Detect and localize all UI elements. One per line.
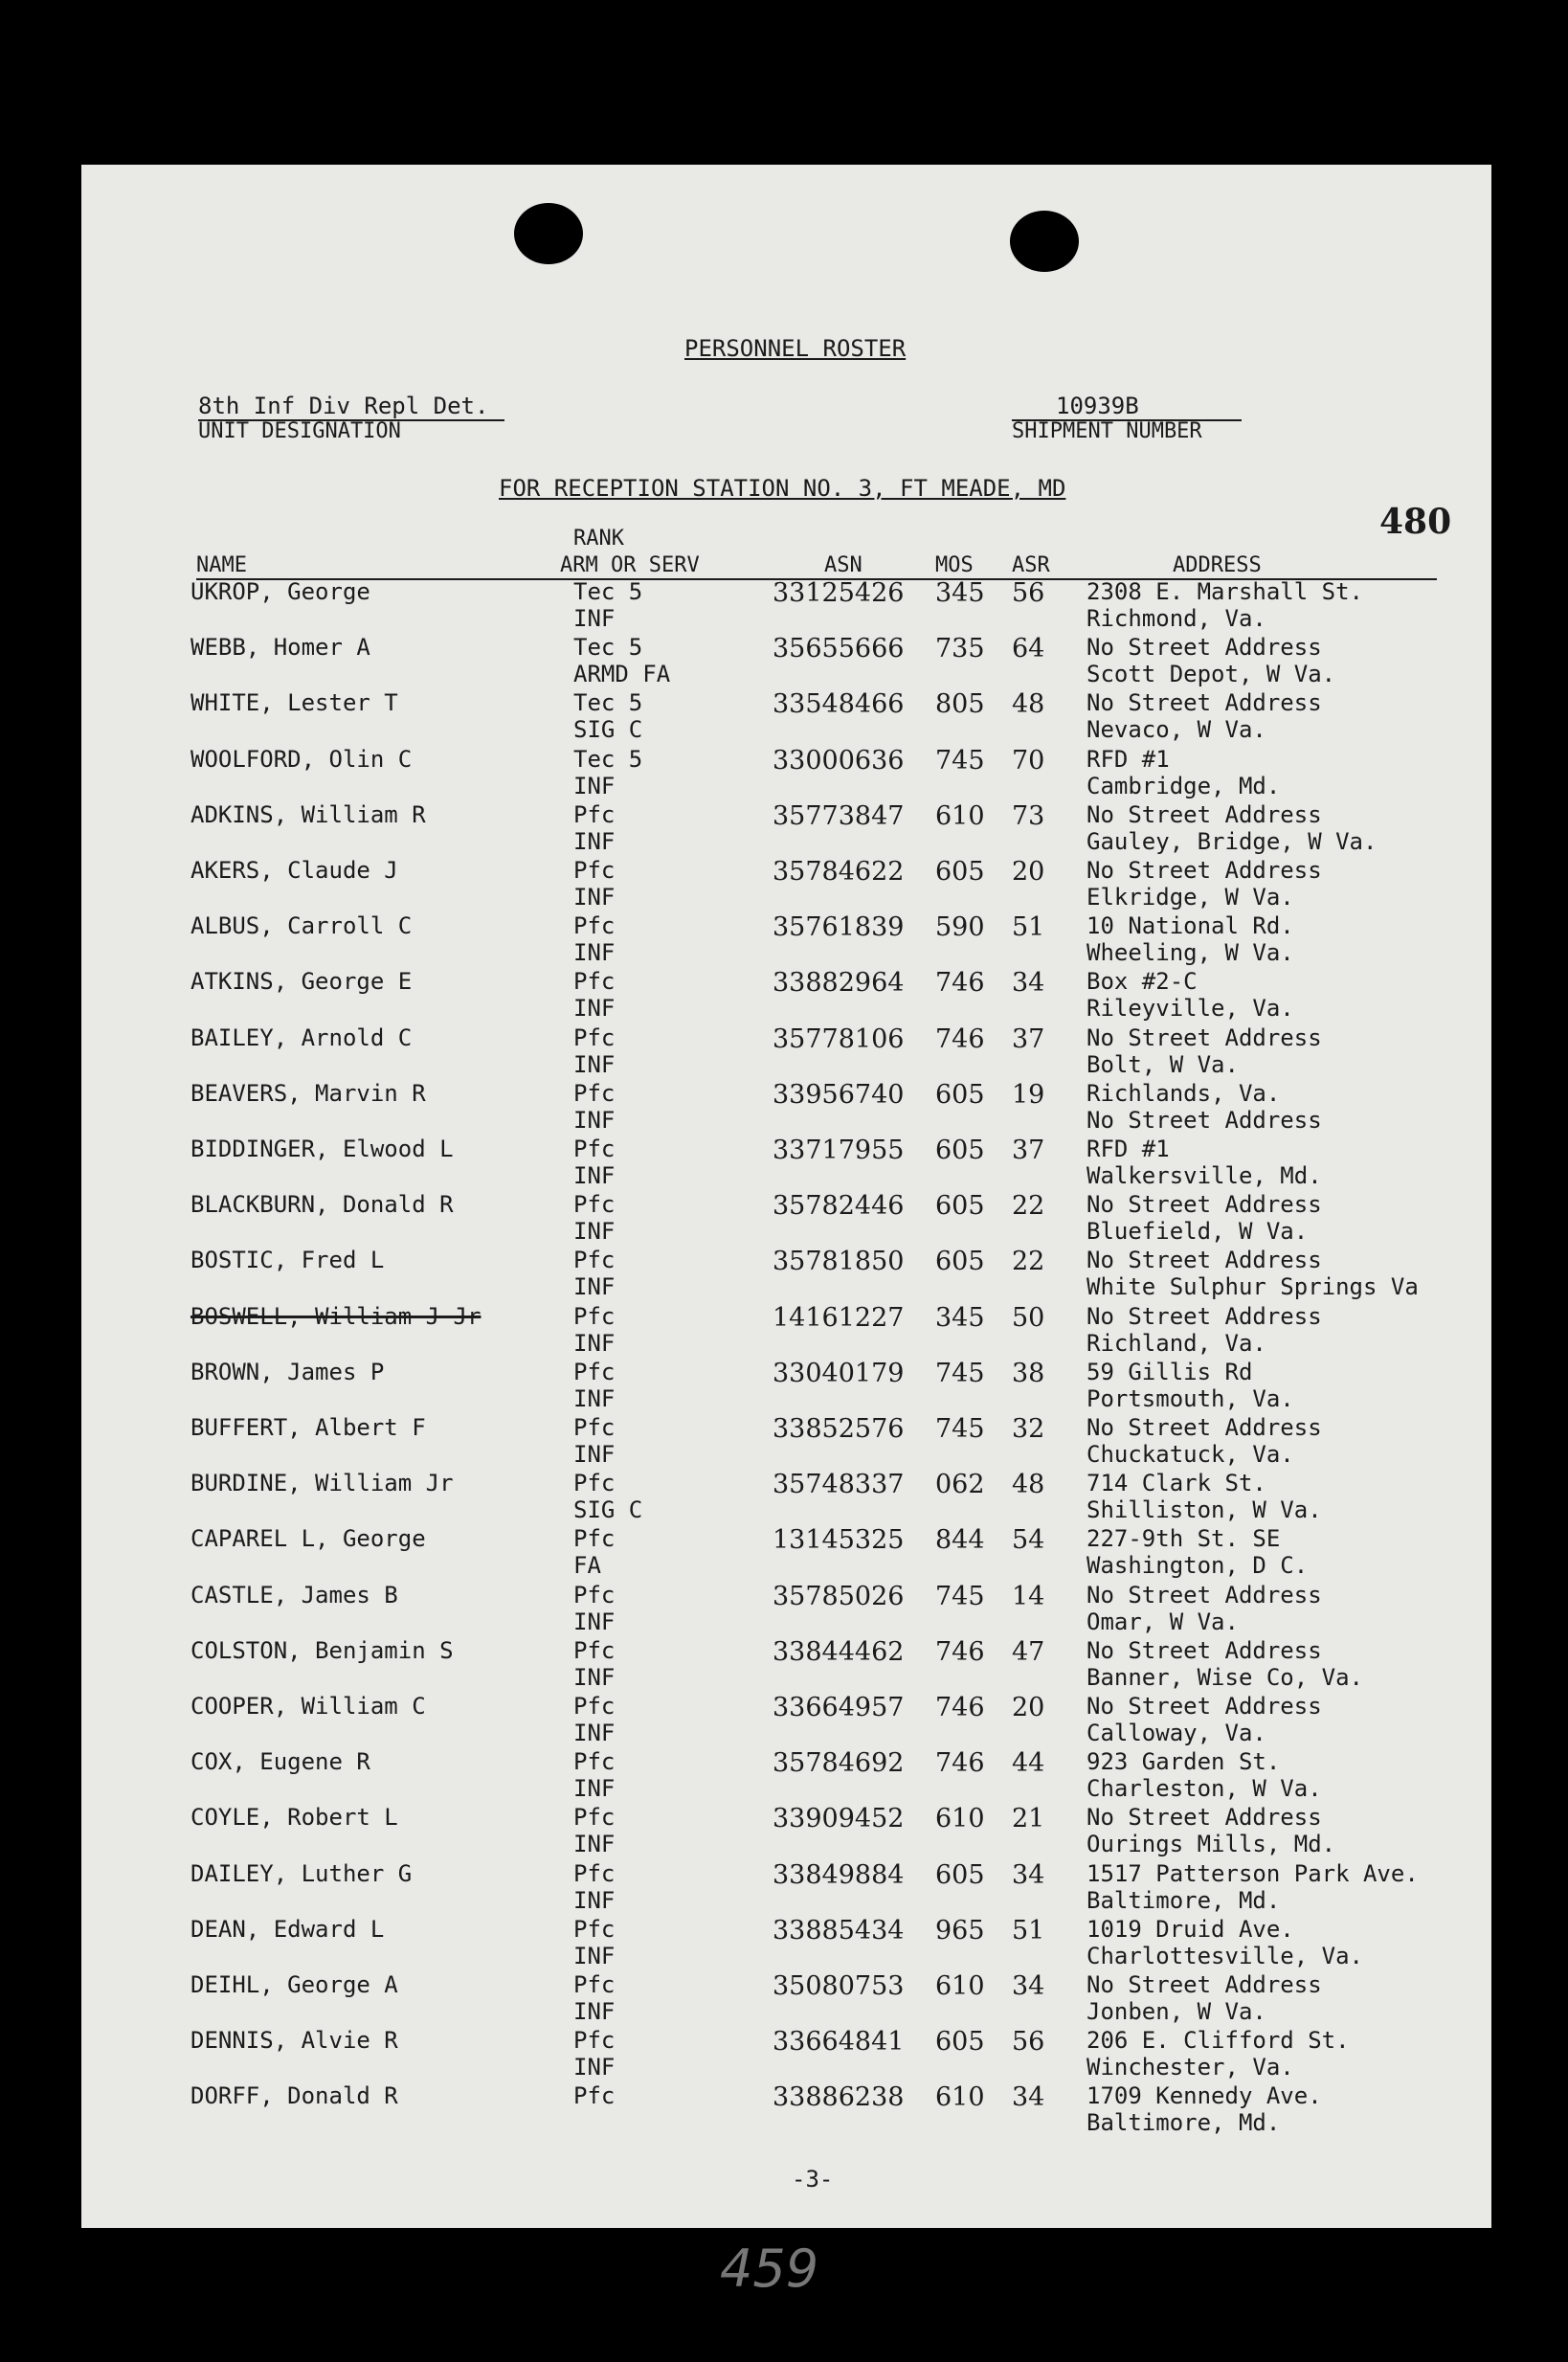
table-row <box>81 1247 1491 1302</box>
asn-cell: 33852576 <box>773 1414 905 1444</box>
rank-cell: Pfc <box>573 1079 616 1107</box>
arm-cell: INF <box>573 1942 616 1969</box>
asn-cell: 35655666 <box>773 634 905 664</box>
mos-cell: 590 <box>935 912 985 943</box>
asn-cell: 35080753 <box>773 1971 905 2001</box>
arm-cell: ARMD FA <box>573 661 671 688</box>
table-row <box>81 1637 1491 1693</box>
name-cell: WHITE, Lester T <box>190 689 398 717</box>
asr-cell: 38 <box>1012 1358 1045 1388</box>
table-row <box>81 857 1491 912</box>
arm-cell: INF <box>573 1441 616 1468</box>
address-line1-cell: No Street Address <box>1086 689 1322 717</box>
handwritten-archive-number: 459 <box>720 2238 819 2299</box>
mos-cell: 745 <box>935 745 985 776</box>
name-cell: BAILEY, Arnold C <box>190 1024 413 1051</box>
address-line1-cell: 2308 E. Marshall St. <box>1086 578 1363 605</box>
address-line1-cell: 206 E. Clifford St. <box>1086 2027 1350 2055</box>
address-line1-cell: No Street Address <box>1086 800 1322 828</box>
name-cell: BLACKBURN, Donald R <box>190 1191 454 1219</box>
arm-cell: FA <box>573 1552 601 1580</box>
document-title: PERSONNEL ROSTER <box>684 335 907 362</box>
name-cell: WEBB, Homer A <box>190 634 370 662</box>
table-row <box>81 634 1491 689</box>
address-line2-cell: Nevaco, W Va. <box>1086 716 1266 744</box>
name-cell: AKERS, Claude J <box>190 857 398 884</box>
name-cell: ATKINS, George E <box>190 968 413 996</box>
address-line1-cell: No Street Address <box>1086 1971 1322 1998</box>
punch-hole-right <box>1010 211 1079 272</box>
asn-cell: 33885434 <box>773 1915 905 1946</box>
rank-cell: Pfc <box>573 912 616 940</box>
table-row <box>81 578 1491 634</box>
table-row <box>81 801 1491 857</box>
mos-cell: 610 <box>935 1971 985 2001</box>
table-row <box>81 746 1491 801</box>
rank-cell: Pfc <box>573 1414 616 1441</box>
mos-cell: 605 <box>935 857 985 887</box>
mos-cell: 745 <box>935 1414 985 1444</box>
mos-cell: 345 <box>935 578 985 608</box>
table-row <box>81 1916 1491 1971</box>
shipment-number: 10939B <box>1056 393 1139 419</box>
asr-cell: 56 <box>1012 578 1045 608</box>
arm-cell: INF <box>573 884 616 911</box>
mos-cell: 605 <box>935 1079 985 1110</box>
asr-cell: 70 <box>1012 745 1045 776</box>
asn-cell: 33717955 <box>773 1136 905 1165</box>
asn-cell: 35778106 <box>773 1024 905 1054</box>
mos-cell: 610 <box>935 800 985 831</box>
asr-cell: 47 <box>1012 1636 1045 1667</box>
name-cell: COLSTON, Benjamin S <box>190 1636 454 1664</box>
asn-cell: 35784622 <box>773 857 905 887</box>
address-line1-cell: No Street Address <box>1086 634 1322 662</box>
address-line1-cell: No Street Address <box>1086 1191 1322 1219</box>
table-row <box>81 1191 1491 1247</box>
address-line1-cell: 1019 Druid Ave. <box>1086 1915 1294 1943</box>
address-line1-cell: No Street Address <box>1086 1024 1322 1051</box>
asr-cell: 14 <box>1012 1581 1045 1611</box>
asn-cell: 35773847 <box>773 800 905 831</box>
rank-cell: Pfc <box>573 857 616 884</box>
mos-cell: 605 <box>935 1191 985 1222</box>
address-line1-cell: RFD #1 <box>1086 1136 1170 1162</box>
address-line2-cell: Omar, W Va. <box>1086 1608 1239 1635</box>
rank-cell: Pfc <box>573 2082 616 2110</box>
asn-cell: 35761839 <box>773 912 905 943</box>
column-header-mos: MOS <box>935 553 974 577</box>
reception-station-subtitle: FOR RECEPTION STATION NO. 3, FT MEADE, MD <box>499 475 1066 502</box>
rank-cell: Pfc <box>573 1358 616 1385</box>
arm-cell: INF <box>573 1050 616 1078</box>
rank-cell: Pfc <box>573 1859 616 1887</box>
asn-cell: 33909452 <box>773 1804 905 1834</box>
rank-cell: Tec 5 <box>573 689 643 717</box>
unit-caption: UNIT DESIGNATION <box>198 419 401 443</box>
asn-cell: 33040179 <box>773 1358 905 1388</box>
asr-cell: 34 <box>1012 1859 1045 1890</box>
arm-cell: INF <box>573 1775 616 1803</box>
asr-cell: 48 <box>1012 1470 1045 1500</box>
name-cell: COYLE, Robert L <box>190 1804 398 1832</box>
name-cell: CASTLE, James B <box>190 1581 398 1608</box>
punch-hole-left <box>514 203 583 264</box>
shipment-caption: SHIPMENT NUMBER <box>1012 419 1202 443</box>
mos-cell: 745 <box>935 1358 985 1388</box>
column-header-arm: ARM OR SERV <box>560 553 700 577</box>
asn-cell: 33844462 <box>773 1636 905 1667</box>
name-cell: DENNIS, Alvie R <box>190 2027 398 2055</box>
arm-cell: INF <box>573 1998 616 2025</box>
arm-cell: INF <box>573 1162 616 1189</box>
table-row <box>81 1303 1491 1359</box>
asn-cell: 35748337 <box>773 1470 905 1500</box>
roster-page <box>81 165 1491 2228</box>
arm-cell: INF <box>573 1831 616 1858</box>
table-row <box>81 1359 1491 1414</box>
asn-cell: 33000636 <box>773 745 905 776</box>
table-row <box>81 1136 1491 1191</box>
mos-cell: 605 <box>935 2027 985 2058</box>
table-row <box>81 1582 1491 1637</box>
asn-cell: 14161227 <box>773 1302 905 1333</box>
address-line1-cell: RFD #1 <box>1086 745 1170 773</box>
mos-cell: 746 <box>935 968 985 999</box>
asn-cell: 33956740 <box>773 1079 905 1110</box>
rank-cell: Pfc <box>573 1191 616 1219</box>
mos-cell: 746 <box>935 1693 985 1722</box>
asr-cell: 32 <box>1012 1414 1045 1444</box>
asn-cell: 33664841 <box>773 2027 905 2058</box>
page-number: -3- <box>792 2166 834 2193</box>
address-line2-cell: No Street Address <box>1086 1106 1322 1134</box>
asn-cell: 33548466 <box>773 689 905 720</box>
address-line2-cell: Cambridge, Md. <box>1086 772 1281 799</box>
address-line2-cell: Scott Depot, W Va. <box>1086 661 1336 688</box>
asr-cell: 48 <box>1012 689 1045 720</box>
arm-cell: SIG C <box>573 716 643 744</box>
table-row <box>81 1470 1491 1525</box>
column-header-rank: RANK <box>573 527 624 551</box>
table-row <box>81 1693 1491 1748</box>
address-line1-cell: No Street Address <box>1086 1581 1322 1608</box>
address-line2-cell: Walkersville, Md. <box>1086 1162 1322 1189</box>
mos-cell: 605 <box>935 1136 985 1165</box>
asr-cell: 34 <box>1012 968 1045 999</box>
address-line2-cell: Gauley, Bridge, W Va. <box>1086 827 1378 855</box>
stamp-number: 480 <box>1379 502 1452 542</box>
name-cell: COX, Eugene R <box>190 1748 370 1776</box>
address-line2-cell: Bluefield, W Va. <box>1086 1218 1309 1246</box>
mos-cell: 805 <box>935 689 985 720</box>
rank-cell: Pfc <box>573 1024 616 1051</box>
arm-cell: INF <box>573 605 616 632</box>
address-line2-cell: Charlottesville, Va. <box>1086 1942 1363 1969</box>
arm-cell: INF <box>573 2054 616 2081</box>
mos-cell: 965 <box>935 1915 985 1946</box>
asr-cell: 34 <box>1012 2082 1045 2113</box>
address-line1-cell: No Street Address <box>1086 1414 1322 1441</box>
rank-cell: Pfc <box>573 1470 616 1497</box>
rank-cell: Pfc <box>573 1748 616 1776</box>
address-line1-cell: 10 National Rd. <box>1086 912 1294 940</box>
table-row <box>81 1804 1491 1859</box>
name-cell: WOOLFORD, Olin C <box>190 745 413 773</box>
address-line1-cell: 714 Clark St. <box>1086 1470 1266 1497</box>
unit-designation: 8th Inf Div Repl Det. <box>198 393 489 419</box>
name-cell: BROWN, James P <box>190 1358 385 1385</box>
table-row <box>81 2082 1491 2138</box>
asn-cell: 33882964 <box>773 968 905 999</box>
asr-cell: 54 <box>1012 1525 1045 1556</box>
rank-cell: Pfc <box>573 1302 616 1330</box>
address-line2-cell: Banner, Wise Co, Va. <box>1086 1663 1363 1691</box>
mos-cell: 605 <box>935 1247 985 1277</box>
mos-cell: 735 <box>935 634 985 664</box>
address-line1-cell: 923 Garden St. <box>1086 1748 1281 1776</box>
mos-cell: 745 <box>935 1581 985 1611</box>
table-row <box>81 2027 1491 2082</box>
mos-cell: 062 <box>935 1470 985 1500</box>
asn-cell: 33886238 <box>773 2082 905 2113</box>
name-cell: ADKINS, William R <box>190 800 426 828</box>
mos-cell: 746 <box>935 1748 985 1779</box>
address-line2-cell: Winchester, Va. <box>1086 2054 1294 2081</box>
rank-cell: Pfc <box>573 1693 616 1720</box>
name-cell: BUFFERT, Albert F <box>190 1414 426 1441</box>
asn-cell: 35785026 <box>773 1581 905 1611</box>
asr-cell: 19 <box>1012 1079 1045 1110</box>
asn-cell: 35781850 <box>773 1247 905 1277</box>
address-line1-cell: 1517 Patterson Park Ave. <box>1086 1859 1419 1887</box>
name-cell: UKROP, George <box>190 578 370 605</box>
address-line1-cell: No Street Address <box>1086 1693 1322 1720</box>
address-line1-cell: No Street Address <box>1086 1302 1322 1330</box>
address-line2-cell: Wheeling, W Va. <box>1086 939 1294 967</box>
table-row <box>81 1748 1491 1804</box>
asn-cell: 35784692 <box>773 1748 905 1779</box>
table-row <box>81 1080 1491 1136</box>
name-cell: BOSTIC, Fred L <box>190 1247 385 1274</box>
rank-cell: Pfc <box>573 1581 616 1608</box>
address-line2-cell: Portsmouth, Va. <box>1086 1384 1294 1412</box>
asr-cell: 51 <box>1012 1915 1045 1946</box>
address-line1-cell: 1709 Kennedy Ave. <box>1086 2082 1322 2110</box>
mos-cell: 844 <box>935 1525 985 1556</box>
asr-cell: 20 <box>1012 1693 1045 1722</box>
rank-cell: Pfc <box>573 1525 616 1553</box>
table-row <box>81 1525 1491 1581</box>
name-cell: DORFF, Donald R <box>190 2082 398 2110</box>
column-header-address: ADDRESS <box>1173 553 1262 577</box>
address-line2-cell: Shilliston, W Va. <box>1086 1496 1322 1524</box>
rank-cell: Tec 5 <box>573 634 643 662</box>
mos-cell: 610 <box>935 1804 985 1834</box>
asr-cell: 50 <box>1012 1302 1045 1333</box>
asr-cell: 44 <box>1012 1748 1045 1779</box>
address-line2-cell: Calloway, Va. <box>1086 1720 1266 1746</box>
name-cell: BEAVERS, Marvin R <box>190 1079 426 1107</box>
asn-cell: 33125426 <box>773 578 905 608</box>
address-line1-cell: Box #2-C <box>1086 968 1198 996</box>
table-row <box>81 689 1491 745</box>
address-line1-cell: 59 Gillis Rd <box>1086 1358 1253 1385</box>
rank-cell: Pfc <box>573 968 616 996</box>
name-cell: ALBUS, Carroll C <box>190 912 413 940</box>
arm-cell: INF <box>573 1106 616 1134</box>
name-cell: CAPAREL L, George <box>190 1525 426 1553</box>
arm-cell: INF <box>573 1329 616 1357</box>
address-line2-cell: Chuckatuck, Va. <box>1086 1441 1294 1468</box>
name-cell: DEIHL, George A <box>190 1971 398 1998</box>
table-row <box>81 1414 1491 1470</box>
rank-cell: Pfc <box>573 1636 616 1664</box>
mos-cell: 345 <box>935 1302 985 1333</box>
asr-cell: 37 <box>1012 1136 1045 1165</box>
address-line2-cell: Washington, D C. <box>1086 1552 1309 1580</box>
table-row <box>81 912 1491 968</box>
address-line2-cell: Rileyville, Va. <box>1086 995 1294 1023</box>
rank-cell: Pfc <box>573 2027 616 2055</box>
rank-cell: Tec 5 <box>573 745 643 773</box>
name-cell: BOSWELL, William J Jr <box>190 1302 482 1330</box>
asn-cell: 13145325 <box>773 1525 905 1556</box>
rank-cell: Pfc <box>573 1915 616 1943</box>
asn-cell: 33849884 <box>773 1859 905 1890</box>
asr-cell: 22 <box>1012 1191 1045 1222</box>
table-row <box>81 1971 1491 2027</box>
address-line2-cell: Baltimore, Md. <box>1086 2109 1281 2137</box>
address-line1-cell: No Street Address <box>1086 1636 1322 1664</box>
asn-cell: 35782446 <box>773 1191 905 1222</box>
mos-cell: 605 <box>935 1859 985 1890</box>
table-row <box>81 968 1491 1024</box>
column-header-name: NAME <box>196 553 247 577</box>
address-line1-cell: 227-9th St. SE <box>1086 1525 1281 1553</box>
address-line2-cell: Bolt, W Va. <box>1086 1050 1239 1078</box>
name-cell: BURDINE, William Jr <box>190 1470 454 1497</box>
address-line2-cell: Richmond, Va. <box>1086 605 1266 632</box>
arm-cell: INF <box>573 772 616 799</box>
arm-cell: INF <box>573 1886 616 1914</box>
arm-cell: INF <box>573 1218 616 1246</box>
name-cell: BIDDINGER, Elwood L <box>190 1136 454 1162</box>
arm-cell: INF <box>573 995 616 1023</box>
mos-cell: 746 <box>935 1024 985 1054</box>
asr-cell: 20 <box>1012 857 1045 887</box>
address-line1-cell: Richlands, Va. <box>1086 1079 1281 1107</box>
arm-cell: INF <box>573 1608 616 1635</box>
asr-cell: 51 <box>1012 912 1045 943</box>
column-header-asn: ASN <box>824 553 862 577</box>
rank-cell: Pfc <box>573 1247 616 1274</box>
arm-cell: INF <box>573 1273 616 1301</box>
rank-cell: Pfc <box>573 800 616 828</box>
arm-cell: INF <box>573 1720 616 1746</box>
address-line2-cell: Jonben, W Va. <box>1086 1998 1266 2025</box>
asr-cell: 37 <box>1012 1024 1045 1054</box>
asr-cell: 22 <box>1012 1247 1045 1277</box>
address-line2-cell: Richland, Va. <box>1086 1329 1266 1357</box>
address-line2-cell: Baltimore, Md. <box>1086 1886 1281 1914</box>
arm-cell: INF <box>573 827 616 855</box>
address-line2-cell: White Sulphur Springs Va <box>1086 1273 1419 1301</box>
name-cell: DAILEY, Luther G <box>190 1859 413 1887</box>
address-line1-cell: No Street Address <box>1086 1247 1322 1274</box>
column-header-asr: ASR <box>1012 553 1050 577</box>
mos-cell: 610 <box>935 2082 985 2113</box>
rank-cell: Tec 5 <box>573 578 643 605</box>
name-cell: COOPER, William C <box>190 1693 426 1720</box>
table-row <box>81 1024 1491 1080</box>
rank-cell: Pfc <box>573 1971 616 1998</box>
address-line2-cell: Charleston, W Va. <box>1086 1775 1322 1803</box>
address-line1-cell: No Street Address <box>1086 857 1322 884</box>
asr-cell: 34 <box>1012 1971 1045 2001</box>
asr-cell: 21 <box>1012 1804 1045 1834</box>
asr-cell: 64 <box>1012 634 1045 664</box>
address-line2-cell: Elkridge, W Va. <box>1086 884 1294 911</box>
asr-cell: 56 <box>1012 2027 1045 2058</box>
name-cell: DEAN, Edward L <box>190 1915 385 1943</box>
address-line1-cell: No Street Address <box>1086 1804 1322 1832</box>
address-line2-cell: Ourings Mills, Md. <box>1086 1831 1336 1858</box>
arm-cell: INF <box>573 939 616 967</box>
rank-cell: Pfc <box>573 1136 616 1162</box>
mos-cell: 746 <box>935 1636 985 1667</box>
arm-cell: INF <box>573 1663 616 1691</box>
asn-cell: 33664957 <box>773 1693 905 1722</box>
arm-cell: SIG C <box>573 1496 643 1524</box>
rank-cell: Pfc <box>573 1804 616 1832</box>
arm-cell: INF <box>573 1384 616 1412</box>
asr-cell: 73 <box>1012 800 1045 831</box>
table-row <box>81 1860 1491 1916</box>
